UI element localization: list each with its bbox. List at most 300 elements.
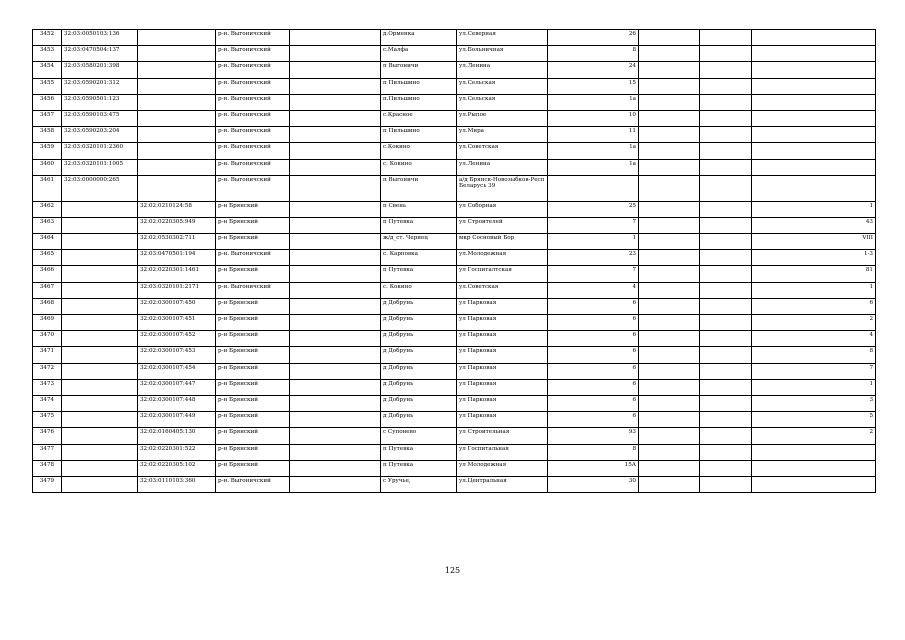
cell-district: р-н Брянский [216, 201, 290, 217]
cell-record-number: 3478 [33, 460, 62, 476]
cell-locality: п.Пильшино [381, 94, 457, 110]
cell-district: р-н Брянский [216, 379, 290, 395]
cell-street: ул.Советская [457, 282, 548, 298]
cell-cadastral-number-alt [138, 143, 216, 159]
table-row [33, 127, 876, 143]
cell-street: ул.Северная [457, 30, 548, 46]
cell-locality: д Добрунь [381, 347, 457, 363]
cell-apartment [752, 94, 876, 110]
cell-blank [290, 217, 381, 233]
table-row [33, 282, 876, 298]
cell-locality: с. Карповка [381, 250, 457, 266]
cell-cadastral-number-alt: 32:03:0470501:194 [138, 250, 216, 266]
cell-record-number: 3469 [33, 315, 62, 331]
cell-record-number: 3457 [33, 110, 62, 126]
cell-apartment: 43 [752, 217, 876, 233]
cell-cadastral-number-alt: 32:02:0300107:453 [138, 347, 216, 363]
cell-cadastral-number-alt: 32:02:0220305:949 [138, 217, 216, 233]
cell-blank [700, 476, 752, 492]
table-row [33, 30, 876, 46]
cell-house: 6 [548, 363, 639, 379]
cell-blank [290, 476, 381, 492]
page-number: 125 [444, 566, 461, 575]
cell-locality: с.Малфа [381, 46, 457, 62]
cell-house: 8 [548, 444, 639, 460]
cell-cadastral-number [62, 282, 138, 298]
cell-apartment [752, 159, 876, 175]
cell-record-number: 3460 [33, 159, 62, 175]
cell-record-number: 3477 [33, 444, 62, 460]
cell-record-number: 3476 [33, 428, 62, 444]
cell-cadastral-number-alt [138, 78, 216, 94]
cell-cadastral-number-alt: 32:02:0300107:448 [138, 395, 216, 411]
cell-blank [639, 298, 700, 314]
cell-blank [290, 62, 381, 78]
cell-cadastral-number: 32:03:0320101:1005 [62, 159, 138, 175]
cell-blank [639, 234, 700, 250]
cell-record-number: 3456 [33, 94, 62, 110]
cell-cadastral-number [62, 331, 138, 347]
cell-blank [700, 201, 752, 217]
cell-blank [290, 428, 381, 444]
cell-cadastral-number [62, 460, 138, 476]
cell-locality: д Добрунь [381, 395, 457, 411]
cell-blank [639, 460, 700, 476]
table-row [33, 46, 876, 62]
cell-apartment: 2 [752, 315, 876, 331]
cell-district: р-н. Выгоничский [216, 282, 290, 298]
cell-cadastral-number [62, 347, 138, 363]
cell-apartment: VIII [752, 234, 876, 250]
cell-locality: с Уручье, [381, 476, 457, 492]
registry-table [32, 29, 876, 493]
cell-apartment [752, 444, 876, 460]
cell-blank [639, 315, 700, 331]
cell-apartment: 6 [752, 298, 876, 314]
cell-record-number: 3468 [33, 298, 62, 314]
cell-cadastral-number [62, 250, 138, 266]
cell-street: ул Парковая [457, 347, 548, 363]
cell-house: 1а [548, 94, 639, 110]
cell-blank [700, 175, 752, 201]
cell-blank [700, 266, 752, 282]
cell-locality: д Добрунь [381, 298, 457, 314]
table-row [33, 234, 876, 250]
cell-blank [700, 143, 752, 159]
cell-district: р-н Брянский [216, 266, 290, 282]
cell-apartment: 1 [752, 201, 876, 217]
cell-apartment: 1 [752, 379, 876, 395]
cell-house: 6 [548, 315, 639, 331]
cell-blank [290, 110, 381, 126]
cell-locality: с Супонево [381, 428, 457, 444]
table-row [33, 363, 876, 379]
cell-district: р-н Брянский [216, 331, 290, 347]
cell-locality: п Свень [381, 201, 457, 217]
cell-house: 10 [548, 110, 639, 126]
cell-district: р-н. Выгоничский [216, 30, 290, 46]
cell-locality: д Добрунь [381, 363, 457, 379]
cell-apartment: 2 [752, 428, 876, 444]
cell-house: 11 [548, 127, 639, 143]
cell-record-number: 3454 [33, 62, 62, 78]
cell-blank [639, 347, 700, 363]
cell-cadastral-number-alt: 32:03:0110103:360 [138, 476, 216, 492]
cell-blank [639, 159, 700, 175]
cell-cadastral-number [62, 201, 138, 217]
cell-cadastral-number-alt: 32:02:0300107:452 [138, 331, 216, 347]
cell-record-number: 3462 [33, 201, 62, 217]
cell-cadastral-number-alt: 32:03:0320101:2171 [138, 282, 216, 298]
cell-street: ул Госпиталтская [457, 266, 548, 282]
cell-blank [639, 379, 700, 395]
cell-cadastral-number [62, 476, 138, 492]
cell-cadastral-number: 32:03:0590203:204 [62, 127, 138, 143]
table-row [33, 444, 876, 460]
cell-house: 1а [548, 143, 639, 159]
cell-apartment [752, 78, 876, 94]
cell-district: р-н Брянский [216, 315, 290, 331]
cell-district: р-н Брянский [216, 412, 290, 428]
cell-district: р-н Брянский [216, 234, 290, 250]
table-row [33, 217, 876, 233]
cell-record-number: 3453 [33, 46, 62, 62]
cell-cadastral-number-alt: 32:02:0210124:58 [138, 201, 216, 217]
cell-apartment: 5 [752, 412, 876, 428]
cell-blank [290, 201, 381, 217]
table-row [33, 94, 876, 110]
cell-blank [700, 412, 752, 428]
cell-district: р-н Брянский [216, 395, 290, 411]
cell-street: ул.Ленина [457, 62, 548, 78]
cell-blank [290, 412, 381, 428]
cell-blank [700, 315, 752, 331]
cell-record-number: 3465 [33, 250, 62, 266]
cell-record-number: 3466 [33, 266, 62, 282]
cell-blank [639, 46, 700, 62]
cell-district: р-н. Выгоничский [216, 159, 290, 175]
cell-cadastral-number-alt: 32:02:0220305:102 [138, 460, 216, 476]
cell-locality: п Пильшино [381, 127, 457, 143]
cell-record-number: 3472 [33, 363, 62, 379]
cell-blank [639, 428, 700, 444]
cell-record-number: 3459 [33, 143, 62, 159]
table-row [33, 110, 876, 126]
cell-blank [700, 78, 752, 94]
cell-district: р-н. Выгоничский [216, 476, 290, 492]
cell-street: ул Строителей [457, 217, 548, 233]
cell-locality: д Добрунь [381, 379, 457, 395]
cell-record-number: 3473 [33, 379, 62, 395]
cell-blank [639, 331, 700, 347]
cell-house: 4 [548, 282, 639, 298]
cell-blank [700, 62, 752, 78]
cell-apartment: 1 [752, 282, 876, 298]
cell-house: 15 [548, 78, 639, 94]
cell-house: 7 [548, 266, 639, 282]
cell-house: 25 [548, 201, 639, 217]
cell-locality: с.Красное [381, 110, 457, 126]
cell-district: р-н. Выгоничский [216, 143, 290, 159]
table-row [33, 266, 876, 282]
cell-house: 1 [548, 234, 639, 250]
cell-cadastral-number-alt: 32:02:0530302:711 [138, 234, 216, 250]
cell-house: 6 [548, 331, 639, 347]
cell-house: 1а [548, 159, 639, 175]
cell-street: ул Парковая [457, 298, 548, 314]
cell-apartment: 81 [752, 266, 876, 282]
cell-apartment [752, 476, 876, 492]
table-row [33, 460, 876, 476]
cell-record-number: 3458 [33, 127, 62, 143]
cell-cadastral-number: 32:03:0050103:136 [62, 30, 138, 46]
cell-blank [700, 234, 752, 250]
cell-locality: п Путевка [381, 217, 457, 233]
cell-record-number: 3461 [33, 175, 62, 201]
cell-record-number: 3452 [33, 30, 62, 46]
cell-blank [290, 347, 381, 363]
cell-blank [700, 428, 752, 444]
cell-street: а/д Брянск-Новозыбков-Респ Беларусь 39 [457, 175, 548, 201]
cell-blank [290, 46, 381, 62]
cell-cadastral-number: 32:03:0590103:475 [62, 110, 138, 126]
cell-cadastral-number-alt [138, 46, 216, 62]
cell-street: ул Молодежная [457, 460, 548, 476]
cell-blank [290, 250, 381, 266]
cell-cadastral-number [62, 379, 138, 395]
cell-blank [639, 444, 700, 460]
cell-street: ул Парковая [457, 412, 548, 428]
cell-house: 6 [548, 395, 639, 411]
cell-cadastral-number [62, 363, 138, 379]
cell-street: ул Парковая [457, 331, 548, 347]
cell-blank [290, 444, 381, 460]
cell-blank [290, 127, 381, 143]
cell-house: 7 [548, 217, 639, 233]
cell-house: 6 [548, 298, 639, 314]
cell-cadastral-number: 32:03:0470504:137 [62, 46, 138, 62]
cell-street: ул.Больничная [457, 46, 548, 62]
cell-street: ул Парковая [457, 363, 548, 379]
cell-blank [639, 266, 700, 282]
cell-blank [700, 127, 752, 143]
cell-blank [700, 94, 752, 110]
cell-district: р-н. Выгоничский [216, 175, 290, 201]
cell-apartment: 3 [752, 395, 876, 411]
table-row [33, 159, 876, 175]
cell-house: 6 [548, 412, 639, 428]
cell-cadastral-number-alt [138, 110, 216, 126]
table-row [33, 395, 876, 411]
cell-cadastral-number: 32:03:0320101:2360 [62, 143, 138, 159]
cell-house: 15А [548, 460, 639, 476]
cell-locality: с. Кокино [381, 159, 457, 175]
cell-locality: с. Кокино [381, 282, 457, 298]
cell-cadastral-number-alt [138, 175, 216, 201]
cell-blank [700, 217, 752, 233]
cell-street: ул.Сельская [457, 78, 548, 94]
cell-street: ул Строительная [457, 428, 548, 444]
cell-cadastral-number [62, 444, 138, 460]
cell-street: ул.Молодежная [457, 250, 548, 266]
cell-blank [700, 395, 752, 411]
cell-blank [639, 78, 700, 94]
cell-blank [290, 298, 381, 314]
table-row [33, 175, 876, 201]
cell-cadastral-number [62, 412, 138, 428]
cell-house: 93 [548, 428, 639, 444]
cell-blank [639, 30, 700, 46]
cell-house: 8 [548, 46, 639, 62]
cell-blank [700, 298, 752, 314]
cell-district: р-н Брянский [216, 460, 290, 476]
table-row [33, 201, 876, 217]
cell-apartment [752, 460, 876, 476]
cell-district: р-н Брянский [216, 444, 290, 460]
cell-cadastral-number-alt: 32:02:0300107:449 [138, 412, 216, 428]
cell-street: ул.Центральная [457, 476, 548, 492]
cell-cadastral-number [62, 266, 138, 282]
cell-blank [639, 127, 700, 143]
cell-blank [639, 476, 700, 492]
cell-record-number: 3474 [33, 395, 62, 411]
cell-apartment [752, 46, 876, 62]
table-row [33, 347, 876, 363]
table-row [33, 298, 876, 314]
cell-blank [290, 266, 381, 282]
cell-blank [290, 363, 381, 379]
table-row [33, 250, 876, 266]
cell-locality: п Пильшино [381, 78, 457, 94]
cell-apartment [752, 62, 876, 78]
cell-cadastral-number: 32:03:0590501:123 [62, 94, 138, 110]
cell-street: ул.Сельская [457, 94, 548, 110]
cell-locality: д.Орменка [381, 30, 457, 46]
cell-blank [290, 315, 381, 331]
table-row [33, 62, 876, 78]
cell-district: р-н Брянский [216, 347, 290, 363]
cell-street: ул.Мира [457, 127, 548, 143]
table-row [33, 476, 876, 492]
cell-blank [700, 460, 752, 476]
cell-street: мкр Сосновый Бор [457, 234, 548, 250]
cell-blank [290, 282, 381, 298]
cell-locality: с.Кокино [381, 143, 457, 159]
cell-blank [700, 363, 752, 379]
cell-house [548, 175, 639, 201]
cell-blank [700, 379, 752, 395]
cell-record-number: 3475 [33, 412, 62, 428]
cell-apartment [752, 143, 876, 159]
cell-locality: п Путевка [381, 444, 457, 460]
cell-apartment: 8 [752, 347, 876, 363]
cell-cadastral-number-alt: 32:02:0160405:130 [138, 428, 216, 444]
cell-blank [639, 217, 700, 233]
cell-blank [639, 143, 700, 159]
cell-street: ул Госпитальная [457, 444, 548, 460]
cell-record-number: 3464 [33, 234, 62, 250]
cell-cadastral-number: 32:03:0000000:265 [62, 175, 138, 201]
cell-blank [290, 143, 381, 159]
cell-record-number: 3463 [33, 217, 62, 233]
cell-blank [700, 250, 752, 266]
cell-cadastral-number [62, 315, 138, 331]
table-row [33, 428, 876, 444]
cell-record-number: 3470 [33, 331, 62, 347]
cell-blank [290, 175, 381, 201]
cell-cadastral-number [62, 298, 138, 314]
cell-cadastral-number-alt [138, 30, 216, 46]
table-row [33, 315, 876, 331]
cell-locality: ж/д_ст. Чернец [381, 234, 457, 250]
cell-street: ул.Рыпое [457, 110, 548, 126]
table-row [33, 78, 876, 94]
cell-blank [700, 444, 752, 460]
cell-locality: п Выгоничи [381, 62, 457, 78]
cell-blank [290, 460, 381, 476]
cell-cadastral-number-alt: 32:02:0300107:450 [138, 298, 216, 314]
cell-blank [290, 30, 381, 46]
cell-blank [700, 30, 752, 46]
cell-record-number: 3471 [33, 347, 62, 363]
cell-blank [639, 412, 700, 428]
cell-cadastral-number [62, 428, 138, 444]
table-row [33, 379, 876, 395]
cell-record-number: 3467 [33, 282, 62, 298]
cell-cadastral-number-alt: 32:02:0220301:1461 [138, 266, 216, 282]
cell-cadastral-number-alt: 32:02:0300107:451 [138, 315, 216, 331]
cell-district: р-н. Выгоничский [216, 250, 290, 266]
cell-blank [290, 234, 381, 250]
cell-district: р-н. Выгоничский [216, 46, 290, 62]
cell-apartment [752, 127, 876, 143]
cell-apartment: 4 [752, 331, 876, 347]
cell-blank [290, 94, 381, 110]
cell-street: ул Парковая [457, 395, 548, 411]
cell-district: р-н. Выгоничский [216, 110, 290, 126]
cell-cadastral-number-alt: 32:02:0300107:454 [138, 363, 216, 379]
table-row [33, 412, 876, 428]
cell-locality: п Выгоничи [381, 175, 457, 201]
cell-cadastral-number: 32:03:0580201:398 [62, 62, 138, 78]
cell-house: 30 [548, 476, 639, 492]
cell-record-number: 3479 [33, 476, 62, 492]
cell-blank [700, 282, 752, 298]
cell-blank [290, 331, 381, 347]
cell-blank [700, 110, 752, 126]
cell-street: ул.Советская [457, 143, 548, 159]
cell-cadastral-number [62, 217, 138, 233]
cell-house: 6 [548, 347, 639, 363]
cell-street: ул Парковая [457, 315, 548, 331]
cell-blank [290, 379, 381, 395]
cell-cadastral-number-alt [138, 62, 216, 78]
cell-district: р-н Брянский [216, 217, 290, 233]
cell-house: 26 [548, 30, 639, 46]
cell-blank [639, 110, 700, 126]
cell-cadastral-number-alt [138, 159, 216, 175]
cell-apartment [752, 110, 876, 126]
cell-street: ул.Ленина [457, 159, 548, 175]
cell-house: 23 [548, 250, 639, 266]
cell-blank [700, 347, 752, 363]
cell-blank [639, 282, 700, 298]
cell-house: 24 [548, 62, 639, 78]
table-body [33, 30, 876, 493]
cell-blank [639, 250, 700, 266]
cell-apartment: 7 [752, 363, 876, 379]
cell-locality: д Добрунь [381, 331, 457, 347]
